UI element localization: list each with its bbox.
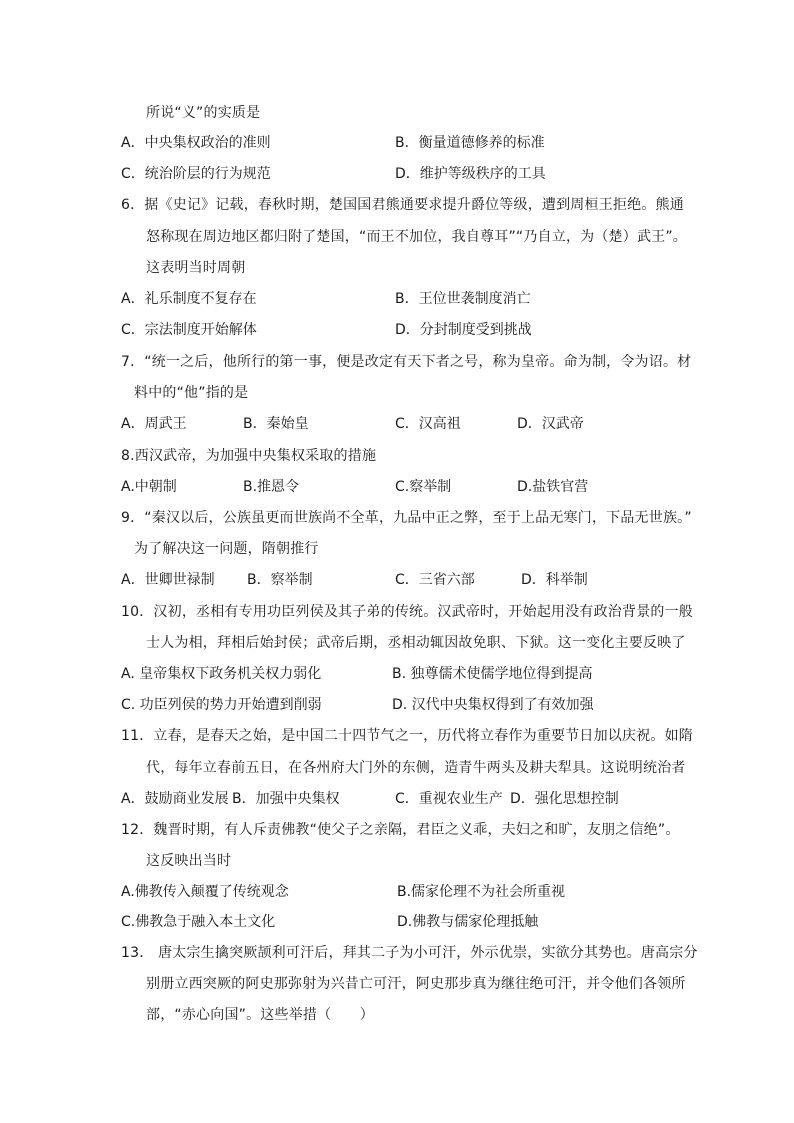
- question-11-option-d: D．强化思想控制: [510, 791, 619, 807]
- question-6-stem-line-1: 6．据《史记》记载，春秋时期，楚国国君熊通要求提升爵位等级，遭到周桓王拒绝。熊通: [121, 197, 684, 213]
- question-7-option-c: C．汉高祖: [395, 416, 461, 432]
- question-5-stem-line-1: 所说“义”的实质是: [146, 105, 261, 121]
- question-8-option-b: B.推恩令: [243, 479, 300, 495]
- question-9-option-d: D．科举制: [521, 572, 588, 588]
- question-7-stem-line-1: 7．“统一之后，他所行的第一事，便是改定有天下者之号，称为皇帝。命为制，令为诏。材: [121, 354, 692, 370]
- question-10-stem-line-1: 10．汉初，丞相有专用功臣列侯及其子弟的传统。汉武帝时，开始起用没有政治背景的一般: [121, 604, 694, 620]
- question-13-stem-line-2: 别册立西突厥的阿史那弥射为兴昔亡可汗，阿史那步真为继往绝可汗，并令他们各领所: [146, 976, 686, 992]
- question-5-option-c: C．统治阶层的行为规范: [121, 166, 271, 182]
- question-8-option-c: C.察举制: [395, 479, 452, 495]
- question-10-stem-line-2: 士人为相，拜相后始封侯；武帝后期，丞相动辄因故免职、下狱。这一变化主要反映了: [146, 635, 686, 651]
- question-10-option-c: C. 功臣列侯的势力开始遭到削弱: [121, 697, 322, 713]
- question-12-stem-line-1: 12．魏晋时期，有人斥责佛教“使父子之亲隔，君臣之义乖，夫妇之和旷，友朋之信绝”。: [121, 822, 680, 838]
- question-5-option-a: A．中央集权政治的准则: [121, 135, 271, 151]
- question-9-option-a: A．世卿世禄制: [121, 572, 215, 588]
- question-12-option-a: A.佛教传入颠覆了传统观念: [121, 884, 289, 900]
- question-9-stem-line-2: 为了解决这一问题，隋朝推行: [134, 541, 319, 557]
- question-10-option-b: B. 独尊儒术使儒学地位得到提高: [392, 666, 593, 682]
- question-8-option-a: A.中朝制: [121, 479, 177, 495]
- question-12-option-d: D.佛教与儒家伦理抵触: [397, 914, 539, 930]
- question-8-option-d: D.盐铁官营: [517, 479, 589, 495]
- question-9-option-c: C．三省六部: [395, 572, 475, 588]
- question-6-option-d: D．分封制度受到挑战: [395, 322, 532, 338]
- question-11-option-c: C．重视农业生产: [395, 791, 503, 807]
- question-10-option-a: A. 皇帝集权下政务机关权力弱化: [121, 666, 322, 682]
- question-9-stem-line-1: 9．“秦汉以后，公族虽更而世族尚不全革，九品中正之弊，至于上品无寒门，下品无世族。”: [121, 510, 692, 526]
- question-7-option-b: B．秦始皇: [243, 416, 309, 432]
- question-5-option-b: B．衡量道德修养的标准: [395, 135, 545, 151]
- question-6-option-a: A．礼乐制度不复存在: [121, 291, 257, 307]
- question-6-option-b: B．王位世袭制度消亡: [395, 291, 531, 307]
- question-10-option-d: D. 汉代中央集权得到了有效加强: [392, 697, 594, 713]
- question-12-option-b: B.儒家伦理不为社会所重视: [397, 884, 566, 900]
- question-6-stem-line-2: 怒称现在周边地区都归附了楚国，“而王不加位，我自尊耳”“乃自立，为（楚）武王”。: [146, 229, 688, 245]
- question-9-option-b: B．察举制: [247, 572, 313, 588]
- question-6-option-c: C．宗法制度开始解体: [121, 322, 257, 338]
- question-6-stem-line-3: 这表明当时周朝: [146, 260, 246, 276]
- question-7-stem-line-2: 料中的“他”指的是: [134, 385, 249, 401]
- question-11-option-a: A．鼓励商业发展: [121, 791, 229, 807]
- question-7-option-a: A．周武王: [121, 416, 187, 432]
- question-12-option-c: C.佛教急于融入本土文化: [121, 914, 276, 930]
- question-12-stem-line-2: 这反映出当时: [146, 853, 232, 869]
- question-11-option-b: B．加强中央集权: [232, 791, 340, 807]
- question-13-stem-line-3: 部，“赤心向国”。这些举措（ ）: [146, 1007, 374, 1023]
- question-11-stem-line-2: 代，每年立春前五日，在各州府大门外的东侧，造青牛两头及耕夫犁具。这说明统治者: [146, 760, 686, 776]
- question-8-stem-line-1: 8.西汉武帝，为加强中央集权采取的措施: [121, 448, 377, 464]
- question-7-option-d: D．汉武帝: [517, 416, 584, 432]
- question-13-stem-line-1: 13． 唐太宗生擒突厥颉利可汗后，拜其二子为小可汗，外示优崇，实欲分其势也。唐高宗分: [121, 945, 698, 961]
- question-11-stem-line-1: 11．立春，是春天之始，是中国二十四节气之一，历代将立春作为重要节日加以庆祝。如隋: [121, 728, 694, 744]
- question-5-option-d: D．维护等级秩序的工具: [395, 166, 546, 182]
